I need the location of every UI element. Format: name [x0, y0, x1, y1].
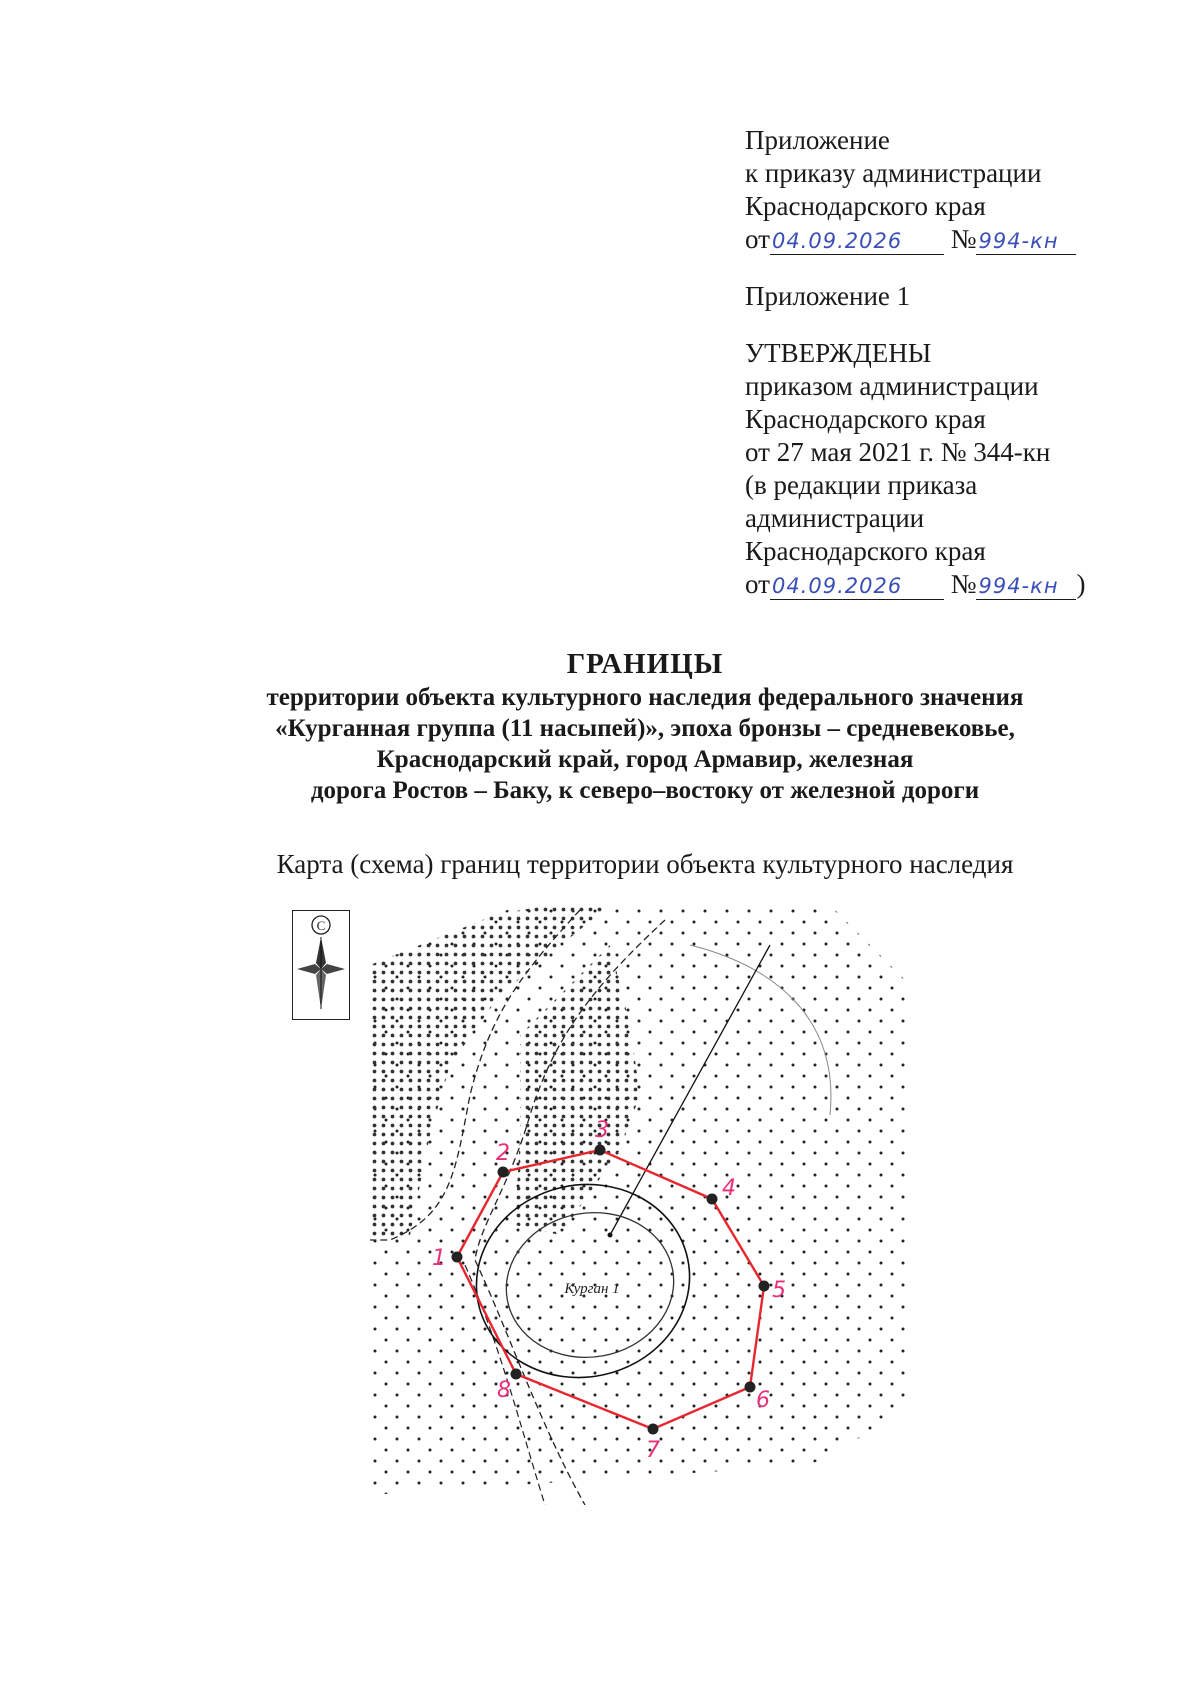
boundary-point-3	[595, 1145, 606, 1156]
compass-west-arrow	[297, 964, 321, 974]
heading-title: ГРАНИЦЫ	[566, 648, 724, 680]
boundary-point-2	[498, 1167, 509, 1178]
compass-north-label: С	[316, 918, 326, 933]
boundary-point-7	[648, 1424, 659, 1435]
boundary-point-6	[745, 1382, 756, 1393]
edition-line-3: Краснодарского края	[745, 536, 986, 566]
edition-date-line	[745, 568, 1165, 601]
appendix-date-line	[745, 223, 1165, 256]
number-prefix: №	[950, 224, 977, 254]
compass-east-arrow	[321, 964, 345, 974]
edition-date-prefix: от	[745, 569, 770, 599]
boundary-point-8	[511, 1369, 522, 1380]
edition-close-paren: )	[1076, 569, 1086, 599]
handwritten-number: 994-кн	[976, 228, 1076, 255]
original-order-line: от 27 мая 2021 г. № 344-кн	[745, 437, 1051, 467]
handwritten-edition-date: 04.09.2026	[770, 573, 944, 600]
handwritten-edition-number: 994-кн	[976, 573, 1076, 600]
point-label-2: 2	[496, 1141, 510, 1166]
date-prefix: от	[745, 224, 770, 254]
map-caption: Карта (схема) границ территории объекта культурного наследия	[276, 849, 1014, 879]
heading-line-4: дорога Ростов – Баку, к северо–востоку от железной дороги	[310, 777, 980, 804]
compass-svg	[293, 911, 349, 1019]
appendix-order-ref: к приказу администрации	[745, 158, 1042, 188]
leader-line-end	[608, 1233, 613, 1238]
north-arrow-compass-icon	[292, 910, 350, 1020]
spacer	[745, 256, 1165, 280]
edition-number-prefix: №	[950, 569, 977, 599]
approved-title: УТВЕРЖДЕНЫ	[745, 338, 932, 368]
boundary-point-4	[707, 1194, 718, 1205]
map-svg	[370, 905, 910, 1505]
mound-label: Курган 1	[564, 1281, 620, 1297]
boundary-point-1	[452, 1252, 463, 1263]
approved-by-line-2: Краснодарского края	[745, 404, 986, 434]
approved-by-line-1: приказом администрации	[745, 371, 1039, 401]
document-heading	[150, 646, 1140, 806]
map-background	[370, 905, 910, 1505]
point-label-7: 7	[646, 1438, 660, 1463]
heading-line-3: Краснодарский край, город Армавир, железная	[376, 746, 914, 773]
spacer	[745, 313, 1165, 337]
appendix-number: Приложение 1	[745, 281, 911, 311]
boundary-point-5	[759, 1281, 770, 1292]
point-label-1: 1	[432, 1246, 446, 1271]
appendix-title: Приложение	[745, 125, 890, 155]
edition-line-2: администрации	[745, 503, 925, 533]
point-label-3: 3	[595, 1118, 609, 1143]
edition-line-1: (в редакции приказа	[745, 470, 978, 500]
point-label-8: 8	[497, 1378, 511, 1403]
boundary-map	[370, 905, 910, 1505]
point-label-5: 5	[772, 1278, 786, 1303]
handwritten-date: 04.09.2026	[770, 228, 944, 255]
point-label-6: 6	[756, 1388, 770, 1413]
appendix-block	[745, 124, 1165, 601]
heading-line-2: «Курганная группа (11 насыпей)», эпоха бронзы – средневековье,	[275, 715, 1015, 742]
appendix-region: Краснодарского края	[745, 191, 986, 221]
point-label-4: 4	[722, 1176, 736, 1201]
heading-line-1: территории объекта культурного наследия федерального значения	[266, 684, 1024, 711]
